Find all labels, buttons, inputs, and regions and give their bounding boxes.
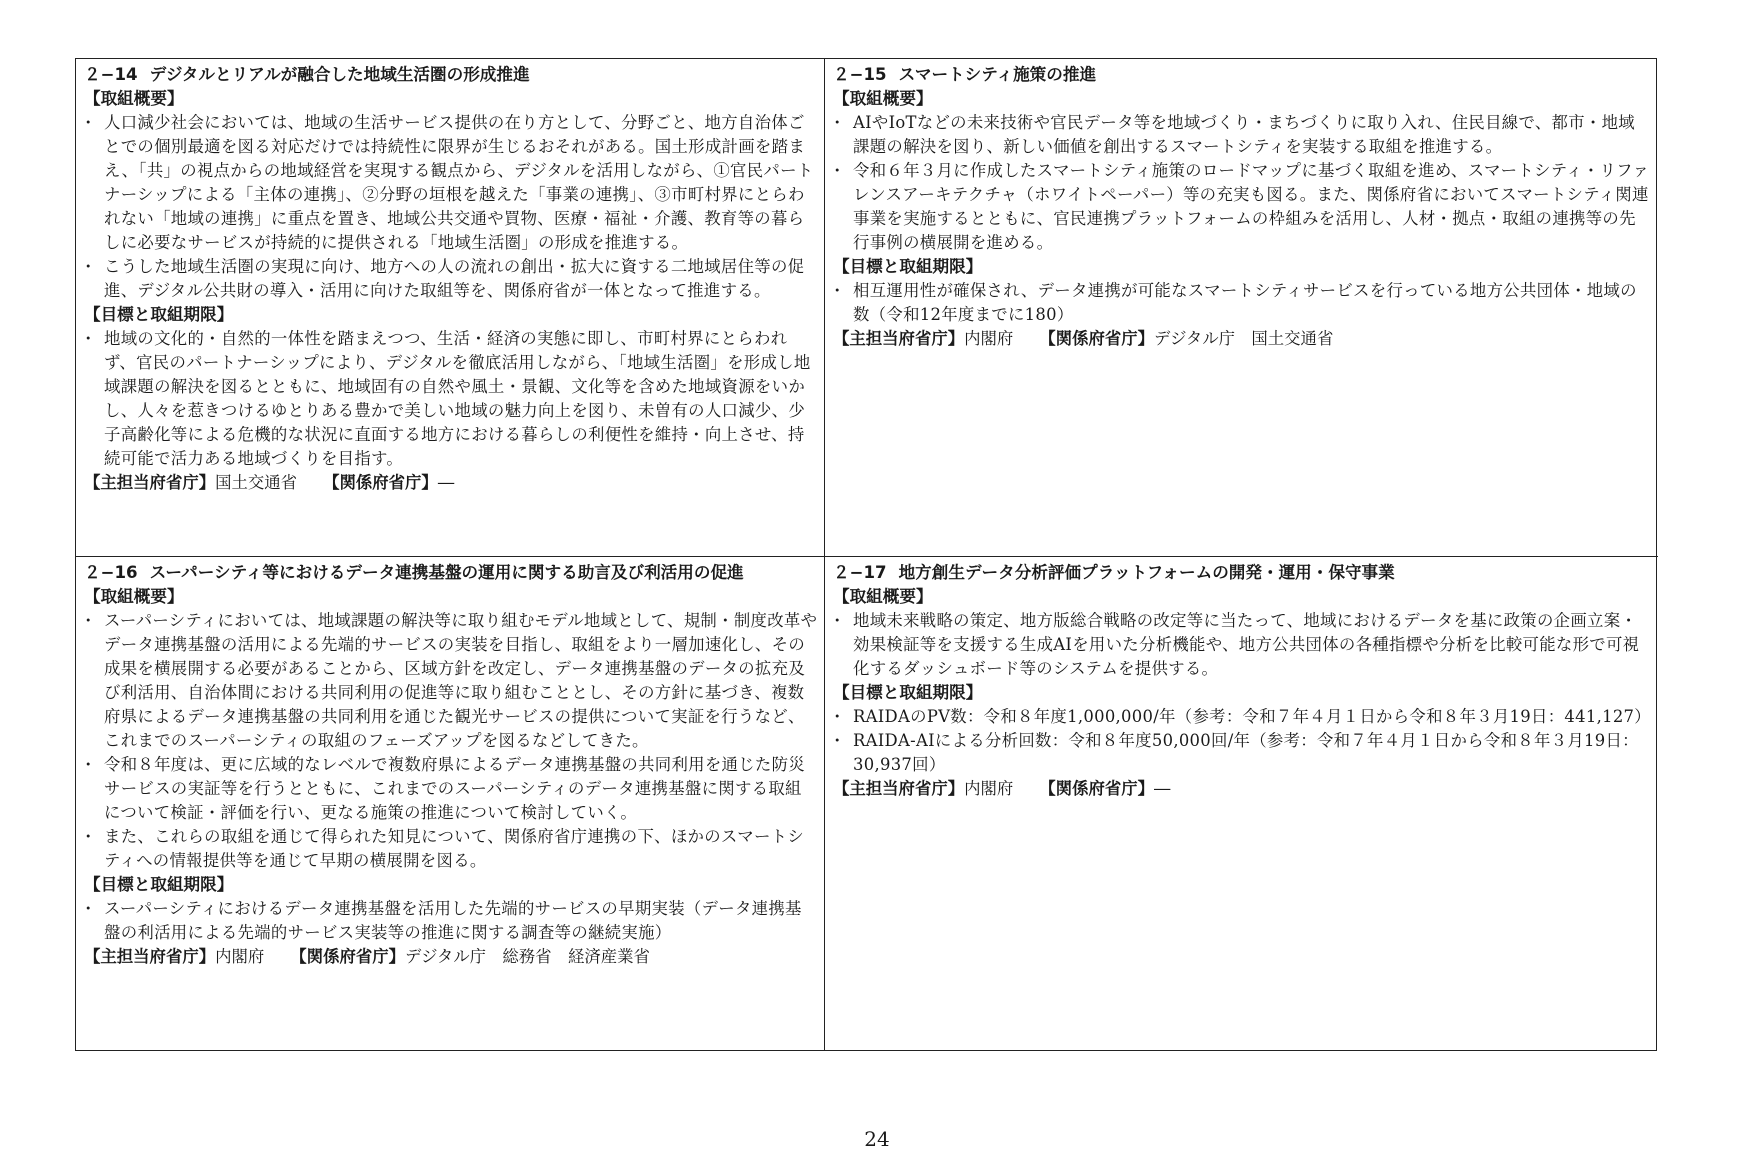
agency-line	[84, 945, 818, 969]
agency-line	[833, 327, 1650, 351]
lead-agency: 内閣府	[964, 779, 1014, 798]
lead-agency-label: 【主担当府省庁】	[833, 329, 965, 348]
section-title-text: デジタルとリアルが融合した地域生活圏の形成推進	[149, 65, 530, 84]
section-2-14	[76, 59, 825, 557]
section-number: ２−16	[84, 563, 138, 582]
goals-heading: 【目標と取組期限】	[833, 257, 983, 276]
overview-list	[833, 609, 1650, 681]
goals-heading: 【目標と取組期限】	[84, 875, 234, 894]
lead-agency-label: 【主担当府省庁】	[84, 947, 216, 966]
lead-agency: 内閣府	[215, 947, 265, 966]
list-item: ・ 地域未来戦略の策定、地方版総合戦略の改定等に当たって、地域におけるデータを基に政策の企画立案・効果検証等を支援する生成AIを用いた分析機能や、地方公共団体の各種指標や分析を比較可能な形で可視化するダッシュボード等のシステムを提供する。	[833, 609, 1650, 681]
section-title	[84, 63, 816, 87]
related-agencies: デジタル庁 国土交通省	[1154, 329, 1334, 348]
overview-heading: 【取組概要】	[84, 89, 184, 108]
goals-list	[84, 897, 818, 945]
list-item: ・ 相互運用性が確保され、データ連携が可能なスマートシティサービスを行っている地方公共団体・地域の数（令和12年度までに180）	[833, 279, 1650, 327]
list-item: ・ 地域の文化的・自然的一体性を踏まえつつ、生活・経済の実態に即し、市町村界にとらわれず、官民のパートナーシップにより、デジタルを徹底活用しながら、「地域生活圏」を形成し地域課題の解決を図るとともに、地域固有の自然や風土・景観、文化等を含めた地域資源をいかし、人々を惹きつけるゆとりある豊かで美しい地域の魅力向上を図り、未曽有の人口減少、少子高齢化等による危機的な状況に直面する地方における暮らしの利便性を維持・向上させ、持続可能で活力ある地域づくりを目指す。	[84, 327, 816, 471]
page-number: 24	[864, 1127, 890, 1151]
related-agency-label: 【関係府省庁】	[1039, 329, 1155, 348]
overview-list	[84, 609, 818, 873]
related-agency-label: 【関係府省庁】	[290, 947, 406, 966]
goals-list	[84, 327, 816, 471]
section-2-16	[76, 557, 825, 1050]
section-title	[833, 561, 1650, 585]
section-title	[84, 561, 818, 585]
list-item: ・ RAIDA-AIによる分析回数：令和８年度50,000回/年（参考：令和７年４月１日から令和８年３月19日：30,937回）	[833, 729, 1650, 777]
section-number: ２−15	[833, 65, 887, 84]
related-agencies: デジタル庁 総務省 経済産業省	[405, 947, 650, 966]
lead-agency: 国土交通省	[215, 473, 298, 492]
lead-agency: 内閣府	[964, 329, 1014, 348]
agency-line	[84, 471, 816, 495]
overview-heading: 【取組概要】	[833, 587, 933, 606]
section-title-text: スマートシティ施策の推進	[898, 65, 1097, 84]
list-item: ・ また、これらの取組を通じて得られた知見について、関係府省庁連携の下、ほかのスマートシティへの情報提供等を通じて早期の横展開を図る。	[84, 825, 818, 873]
list-item: ・ 令和８年度は、更に広域的なレベルで複数府県によるデータ連携基盤の共同利用を通じた防災サービスの実証等を行うとともに、これまでのスーパーシティのデータ連携基盤に関する取組について検証・評価を行い、更なる施策の推進について検討していく。	[84, 753, 818, 825]
list-item: ・ スーパーシティにおけるデータ連携基盤を活用した先端的サービスの早期実装（データ連携基盤の利活用による先端的サービス実装等の推進に関する調査等の継続実施）	[84, 897, 818, 945]
list-item: ・ AIやIoTなどの未来技術や官民データ等を地域づくり・まちづくりに取り入れ、住民目線で、都市・地域課題の解決を図り、新しい価値を創出するスマートシティを実装する取組を推進する。	[833, 111, 1650, 159]
lead-agency-label: 【主担当府省庁】	[833, 779, 965, 798]
list-item: ・ 令和６年３月に作成したスマートシティ施策のロードマップに基づく取組を進め、スマートシティ・リファレンスアーキテクチャ（ホワイトペーパー）等の充実も図る。また、関係府省においてスマートシティ関連事業を実施するとともに、官民連携プラットフォームの枠組みを活用し、人材・拠点・取組の連携等の先行事例の横展開を進める。	[833, 159, 1650, 255]
list-item: ・ スーパーシティにおいては、地域課題の解決等に取り組むモデル地域として、規制・制度改革やデータ連携基盤の活用による先端的サービスの実装を目指し、取組をより一層加速化し、その成果を横展開する必要があることから、区域方針を改定し、データ連携基盤のデータの拡充及び利活用、自治体間における共同利用の促進等に取り組むこととし、その方針に基づき、複数府県によるデータ連携基盤の共同利用を通じた観光サービスの提供について実証を行うなど、これまでのスーパーシティの取組のフェーズアップを図るなどしてきた。	[84, 609, 818, 753]
goals-heading: 【目標と取組期限】	[833, 683, 983, 702]
list-item: ・ 人口減少社会においては、地域の生活サービス提供の在り方として、分野ごと、地方自治体ごとでの個別最適を図る対応だけでは持続性に限界が生じるおそれがある。国土形成計画を踏まえ、「共」の視点からの地域経営を実現する観点から、デジタルを活用しながら、①官民パートナーシップによる「主体の連携」、②分野の垣根を越えた「事業の連携」、③市町村界にとらわれない「地域の連携」に重点を置き、地域公共交通や買物、医療・福祉・介護、教育等の暮らしに必要なサービスが持続的に提供される「地域生活圏」の形成を推進する。	[84, 111, 816, 255]
related-agency-label: 【関係府省庁】	[323, 473, 438, 492]
section-number: ２−14	[84, 65, 138, 84]
goals-list	[833, 279, 1650, 327]
list-item: ・ こうした地域生活圏の実現に向け、地方への人の流れの創出・拡大に資する二地域居住等の促進、デジタル公共財の導入・活用に向けた取組等を、関係府省が一体となって推進する。	[84, 255, 816, 303]
goals-list	[833, 705, 1650, 777]
related-agencies: ―	[437, 473, 455, 492]
lead-agency-label: 【主担当府省庁】	[84, 473, 216, 492]
section-title-text: スーパーシティ等におけるデータ連携基盤の運用に関する助言及び利活用の促進	[149, 563, 744, 582]
section-title	[833, 63, 1650, 87]
overview-heading: 【取組概要】	[84, 587, 184, 606]
related-agency-label: 【関係府省庁】	[1039, 779, 1155, 798]
policy-table	[75, 58, 1657, 1051]
goals-heading: 【目標と取組期限】	[84, 305, 234, 324]
overview-list	[833, 111, 1650, 255]
section-number: ２−17	[833, 563, 887, 582]
list-item: ・ RAIDAのPV数：令和８年度1,000,000/年（参考：令和７年４月１日から令和８年３月19日：441,127）	[833, 705, 1650, 729]
agency-line	[833, 777, 1650, 801]
section-title-text: 地方創生データ分析評価プラットフォームの開発・運用・保守事業	[898, 563, 1395, 582]
related-agencies: ―	[1154, 779, 1171, 798]
section-2-17	[825, 557, 1658, 1050]
overview-list	[84, 111, 816, 303]
section-2-15	[825, 59, 1658, 557]
overview-heading: 【取組概要】	[833, 89, 933, 108]
